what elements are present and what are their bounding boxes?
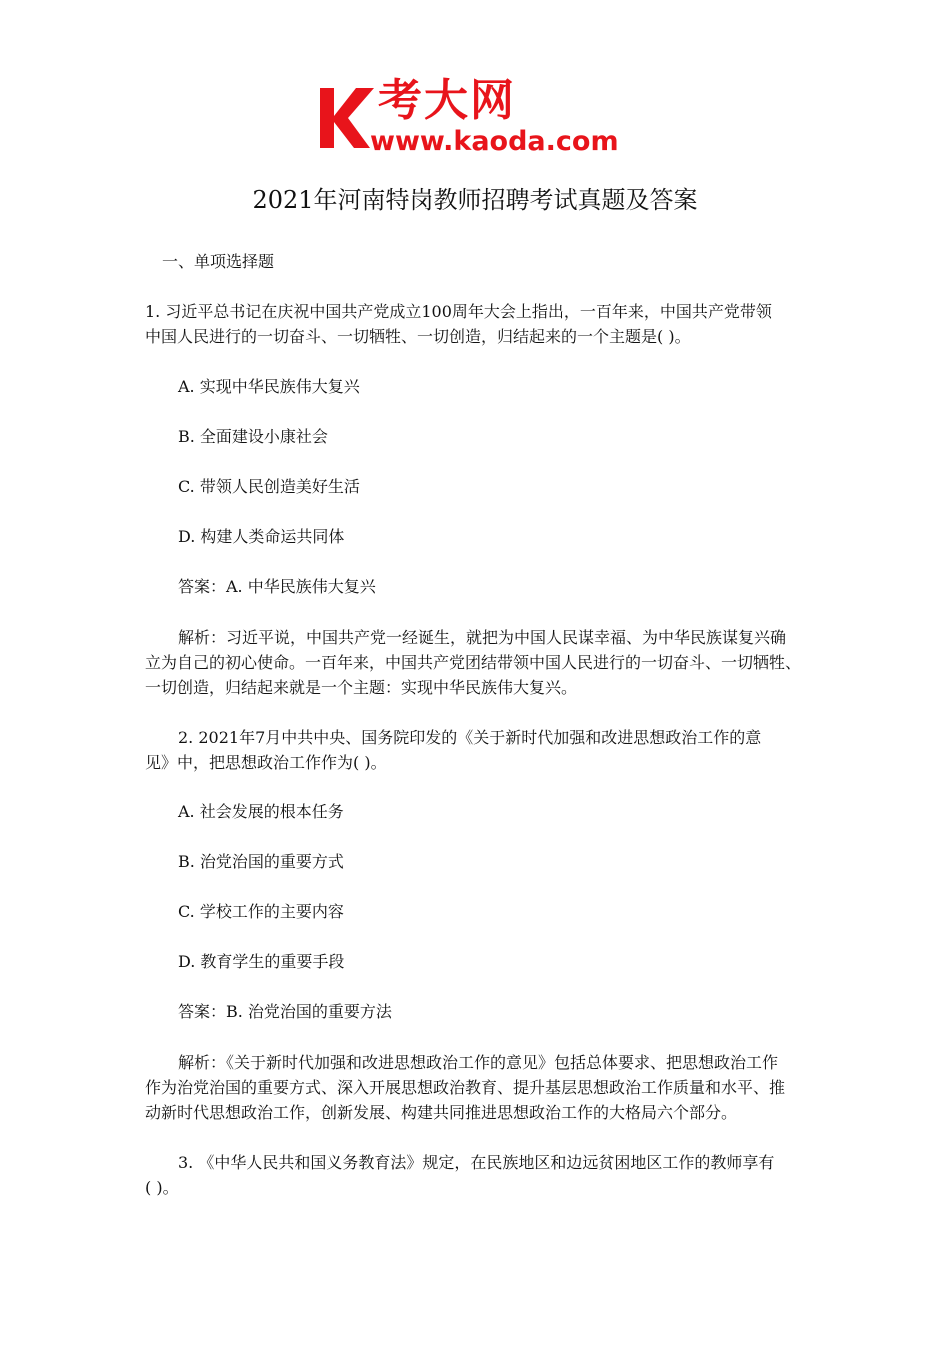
question-3-stem-line-2: ( )。 xyxy=(145,1178,179,1197)
question-2-stem-line-1: 2. 2021年7月中共中央、国务院印发的《关于新时代加强和改进思想政治工作的意 xyxy=(178,728,762,747)
section-heading: 一、单项选择题 xyxy=(162,252,275,271)
logo-brand-text: 考大网 xyxy=(378,75,516,126)
question-1-analysis-line-3: 一切创造，归结起来就是一个主题：实现中华民族伟大复兴。 xyxy=(145,678,578,697)
question-1-option-d: D. 构建人类命运共同体 xyxy=(178,527,345,546)
question-1-option-c: C. 带领人民创造美好生活 xyxy=(178,477,360,496)
question-2-analysis-line-3: 动新时代思想政治工作，创新发展、构建共同推进思想政治工作的大格局六个部分。 xyxy=(145,1103,738,1122)
question-2-option-a: A. 社会发展的根本任务 xyxy=(178,802,344,821)
question-2-analysis-line-1: 解析：《关于新时代加强和改进思想政治工作的意见》包括总体要求、把思想政治工作 xyxy=(178,1053,779,1072)
question-2-analysis-line-2: 作为治党治国的重要方式、深入开展思想政治教育、提升基层思想政治工作质量和水平、推 xyxy=(145,1078,786,1097)
question-1-analysis-line-2: 立为自己的初心使命。一百年来，中国共产党团结带领中国人民进行的一切奋斗、一切牺牲、 xyxy=(145,653,802,672)
document-title: 2021年河南特岗教师招聘考试真题及答案 xyxy=(252,186,698,214)
question-1-analysis-line-1: 解析：习近平说，中国共产党一经诞生，就把为中国人民谋幸福、为中华民族谋复兴确 xyxy=(178,628,787,647)
question-2-stem-line-2: 见》中，把思想政治工作作为( )。 xyxy=(145,753,387,772)
question-1-stem-line-1: 1. 习近平总书记在庆祝中国共产党成立100周年大会上指出，一百年来，中国共产党带领 xyxy=(145,302,772,321)
question-2-answer: 答案：B. 治党治国的重要方法 xyxy=(178,1002,392,1021)
question-1-option-a: A. 实现中华民族伟大复兴 xyxy=(178,377,360,396)
kaoda-logo xyxy=(318,75,640,162)
logo-url-text: www.kaoda.com xyxy=(370,126,619,157)
question-2-option-d: D. 教育学生的重要手段 xyxy=(178,952,345,971)
question-1-stem-line-2: 中国人民进行的一切奋斗、一切牺牲、一切创造，归结起来的一个主题是( )。 xyxy=(145,327,691,346)
question-1-answer: 答案：A. 中华民族伟大复兴 xyxy=(178,577,376,596)
question-1-option-b: B. 全面建设小康社会 xyxy=(178,427,328,446)
question-2-option-c: C. 学校工作的主要内容 xyxy=(178,902,344,921)
question-3-stem-line-1: 3. 《中华人民共和国义务教育法》规定，在民族地区和边远贫困地区工作的教师享有 xyxy=(178,1153,775,1172)
question-2-option-b: B. 治党治国的重要方式 xyxy=(178,852,344,871)
